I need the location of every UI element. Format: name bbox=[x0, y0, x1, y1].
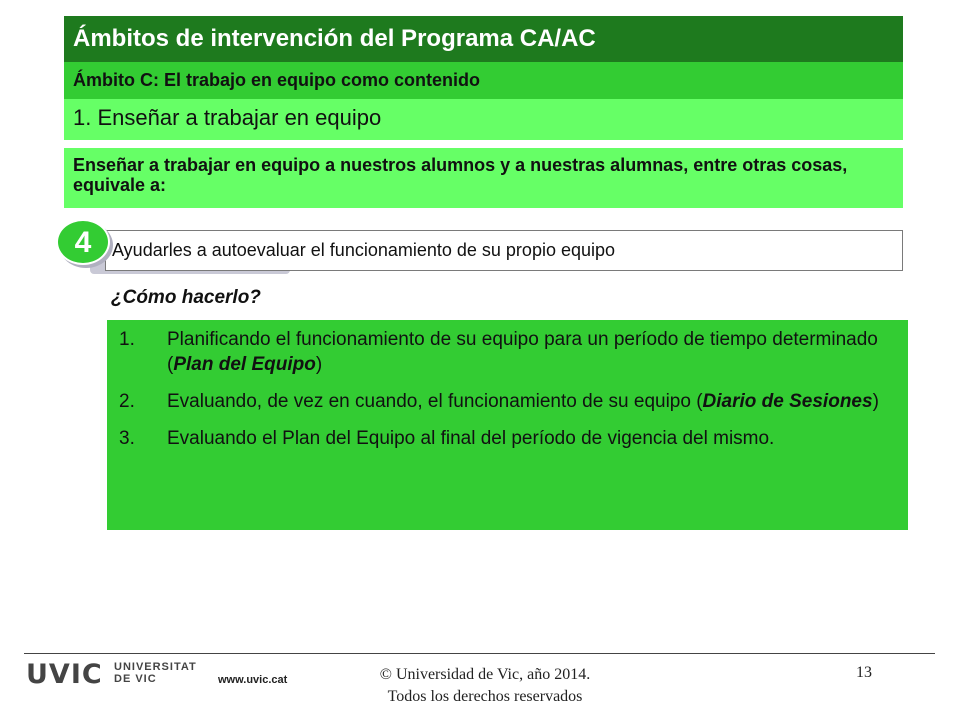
intro-text-box bbox=[64, 148, 903, 208]
how-label: ¿Cómo hacerlo? bbox=[111, 287, 261, 308]
copyright-notice bbox=[340, 664, 630, 708]
list-item-text bbox=[167, 389, 888, 414]
section-heading-text: Ámbito C: El trabajo en equipo como contenido bbox=[73, 70, 481, 90]
list-item-text bbox=[167, 327, 888, 377]
list-item bbox=[119, 327, 888, 377]
page-number: 13 bbox=[856, 664, 872, 681]
logo-line-1: UNIVERSITAT bbox=[114, 661, 197, 673]
steps-list bbox=[107, 320, 908, 530]
list-item bbox=[119, 426, 888, 451]
list-item-text-start: Evaluando el Plan del Equipo al final del período de vigencia del mismo. bbox=[167, 428, 775, 449]
list-item-number: 1. bbox=[119, 329, 135, 350]
list-item-emphasis: Plan del Equipo bbox=[173, 354, 316, 375]
logo-line-2: DE VIC bbox=[114, 673, 157, 685]
website-url: www.uvic.cat bbox=[218, 674, 288, 686]
step-number-badge bbox=[56, 219, 110, 265]
list-item-text bbox=[167, 426, 888, 451]
footer-divider bbox=[24, 653, 935, 654]
copyright-line-2: Todos los derechos reservados bbox=[387, 688, 583, 705]
logo-wordmark: UVIC bbox=[26, 659, 103, 690]
copyright-line-1: © Universidad de Vic, año 2014. bbox=[379, 666, 591, 683]
slide-title bbox=[64, 16, 903, 62]
list-item-text-start: Evaluando, de vez en cuando, el funcionamiento de su equipo ( bbox=[167, 391, 703, 412]
logo-subtitle bbox=[114, 661, 197, 685]
list-item-text-end: ) bbox=[315, 354, 323, 375]
subtitle-heading-text: 1. Enseñar a trabajar en equipo bbox=[73, 105, 382, 130]
intro-text: Enseñar a trabajar en equipo a nuestros alumnos y a nuestras alumnas, entre otras cosas, equivale a: bbox=[73, 155, 848, 195]
uvic-logo bbox=[26, 659, 206, 693]
step-number: 4 bbox=[74, 226, 92, 259]
section-heading bbox=[64, 62, 903, 99]
step-text: Ayudarles a autoevaluar el funcionamiento de su propio equipo bbox=[112, 240, 616, 260]
list-item-number: 3. bbox=[119, 428, 135, 449]
list-item bbox=[119, 389, 888, 414]
step-box bbox=[105, 230, 903, 271]
list-item-text-end: ) bbox=[872, 391, 879, 412]
list-item-number: 2. bbox=[119, 391, 135, 412]
subtitle-heading bbox=[64, 99, 903, 140]
list-item-text-start: Planificando el funcionamiento de su equipo para un período de tiempo determinado ( bbox=[167, 329, 878, 375]
slide-title-text: Ámbitos de intervención del Programa CA/AC bbox=[73, 25, 596, 52]
list-item-emphasis: Diario de Sesiones bbox=[702, 391, 873, 412]
